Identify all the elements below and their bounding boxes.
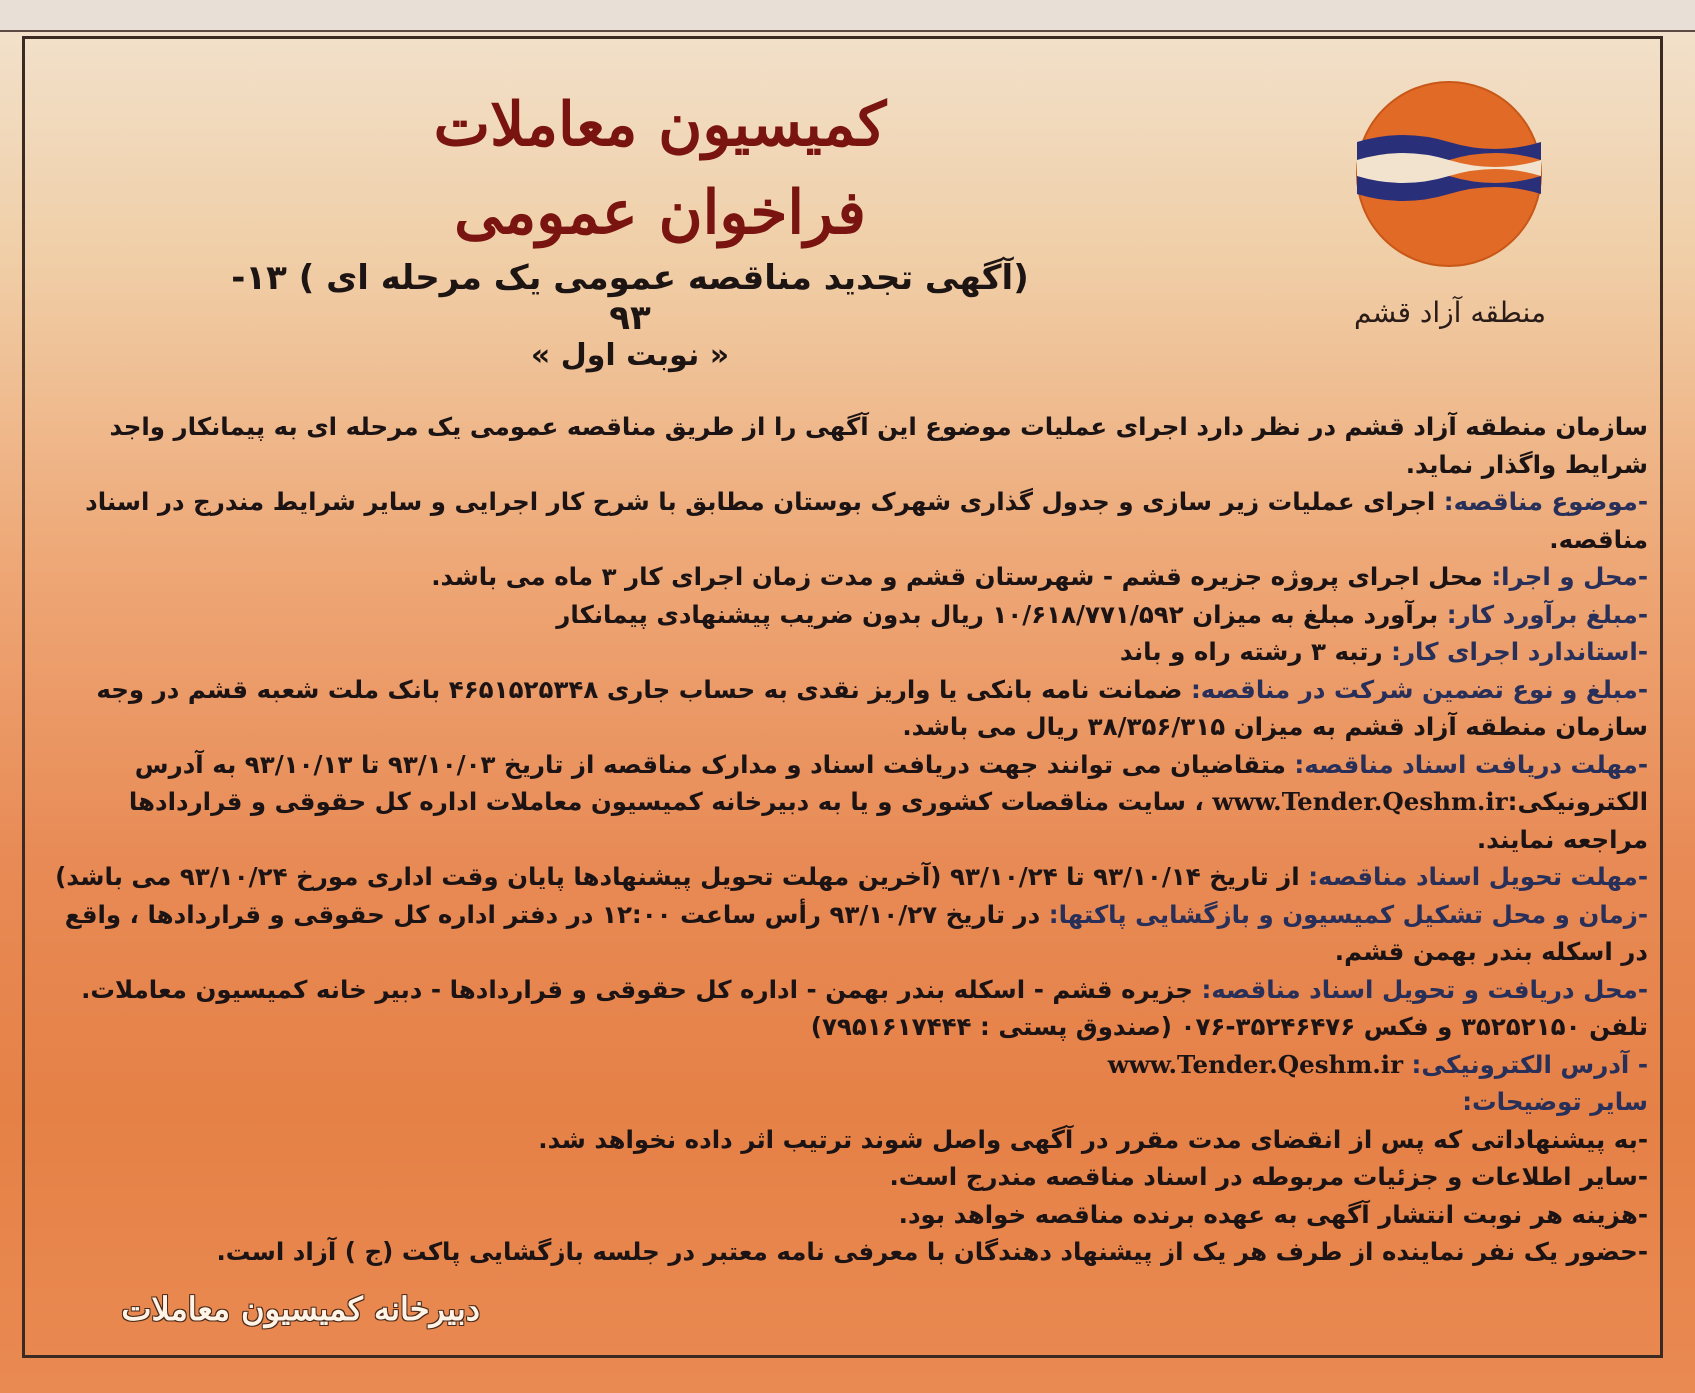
item-text-after: ، سایت مناقصات کشوری و یا به دبیرخانه کمیسیون معاملات اداره کل حقوقی و قراردادها مراجعه نمایند. xyxy=(128,787,1648,854)
round-label: « نوبت اول » xyxy=(530,338,730,373)
note-item: -به پیشنهاداتی که پس از انقضای مدت مقرر در آگهی واصل شوند ترتیب اثر داده نخواهد شد. xyxy=(538,1124,1648,1154)
item-subject xyxy=(48,483,1648,558)
top-strip xyxy=(0,0,1695,32)
signature: دبیرخانه کمیسیون معاملات xyxy=(121,1290,480,1328)
item-label: -مبلغ و نوع تضمین شرکت در مناقصه: xyxy=(1191,674,1648,704)
item-website xyxy=(48,1046,1648,1084)
item-label: -محل و اجرا: xyxy=(1491,562,1648,591)
item-estimate xyxy=(48,596,1648,634)
ad-body xyxy=(48,408,1648,1271)
title-public-call: فراخوان عمومی xyxy=(454,178,866,248)
item-address xyxy=(48,971,1648,1046)
item-standard xyxy=(48,633,1648,671)
item-text: از تاریخ ۹۳/۱۰/۱۴ تا ۹۳/۱۰/۲۴ (آخرین مهلت تحویل پیشنهادها پایان وقت اداری مورخ ۹۳/۱۰/۲۴ می باشد) xyxy=(55,862,1309,891)
tender-url-link[interactable]: www.Tender.Qeshm.ir xyxy=(1212,787,1508,816)
website-url-link[interactable]: www.Tender.Qeshm.ir xyxy=(1107,1049,1403,1079)
item-text: ضمانت نامه بانکی یا واریز نقدی به حساب جاری ۴۶۵۱۵۲۵۳۴۸ بانک ملت شعبه قشم در وجه سازمان منطقه آزاد قشم به میزان ۳۸/۳۵۶/۳۱۵ ریال می باشد. xyxy=(96,674,1648,741)
item-label: -مهلت تحویل اسناد مناقصه: xyxy=(1308,862,1648,891)
title-commission: کمیسیون معاملات xyxy=(433,90,887,160)
item-opening xyxy=(48,896,1648,971)
item-label: -مبلغ برآورد کار: xyxy=(1446,599,1648,629)
item-label: -محل دریافت و تحویل اسناد مناقصه: xyxy=(1201,974,1648,1004)
intro-paragraph: سازمان منطقه آزاد قشم در نظر دارد اجرای عملیات موضوع این آگهی را از طریق مناقصه عمومی یک مرحله ای به پیمانکار واجد شرایط واگذار نماید. xyxy=(109,412,1648,479)
item-guarantee xyxy=(48,671,1648,746)
item-delivery-deadline xyxy=(48,858,1648,896)
item-label: -موضوع مناقصه: xyxy=(1443,487,1648,516)
item-label: -زمان و محل تشکیل کمیسیون و بازگشایی پاکتها: xyxy=(1048,899,1648,929)
note-item: -حضور یک نفر نماینده از طرف هر یک از پیشنهاد دهندگان با معرفی نامه معتبر در جلسه بازگشایی پاکت (ج ) آزاد است. xyxy=(216,1237,1648,1266)
subtitle-tender: (آگهی تجدید مناقصه عمومی یک مرحله ای ) ۱۳- ۹۳ xyxy=(231,258,1029,338)
note-item: -هزینه هر نوبت انتشار آگهی به عهده برنده مناقصه خواهد بود. xyxy=(898,1199,1648,1229)
item-text: در تاریخ ۹۳/۱۰/۲۷ رأس ساعت ۱۲:۰۰ در دفتر اداره کل حقوقی و قراردادها ، واقع در اسکله بندر بهمن قشم. xyxy=(64,899,1648,966)
qeshm-logo-icon xyxy=(1355,80,1543,268)
item-text: متقاضیان می توانند جهت دریافت اسناد و مدارک مناقصه از تاریخ ۹۳/۱۰/۰۳ تا ۹۳/۱۰/۱۳ به آدرس الکترونیکی: xyxy=(134,749,1648,816)
item-text: جزیره قشم - اسکله بندر بهمن - اداره کل حقوقی و قراردادها - دبیر خانه کمیسیون معاملات. تلفن ۳۵۲۵۲۱۵۰ و فکس ۳۵۲۴۶۴۷۶-۰۷۶ (صندوق پستی : ۷۹۵۱۶۱۷۴۴۴) xyxy=(81,974,1648,1041)
item-label: - آدرس الکترونیکی: xyxy=(1411,1049,1648,1079)
item-text: محل اجرای پروژه جزیره قشم - شهرستان قشم و مدت زمان اجرای کار ۳ ماه می باشد. xyxy=(431,562,1492,591)
note-item: -سایر اطلاعات و جزئیات مربوطه در اسناد مناقصه مندرج است. xyxy=(889,1162,1648,1191)
item-text: اجرای عملیات زیر سازی و جدول گذاری شهرک بوستان مطابق با شرح کار اجرایی و سایر شرایط مندرج در اسناد مناقصه. xyxy=(85,487,1648,554)
item-label: -مهلت دریافت اسناد مناقصه: xyxy=(1294,749,1648,779)
logo-caption: منطقه آزاد قشم xyxy=(1354,296,1546,329)
item-label: -استاندارد اجرای کار: xyxy=(1391,637,1648,666)
item-text: رتبه ۳ رشته راه و باند xyxy=(1119,637,1392,666)
item-receive-deadline xyxy=(48,746,1648,859)
notes-title: سایر توضیحات: xyxy=(1462,1087,1648,1116)
item-location xyxy=(48,558,1648,596)
item-text: برآورد مبلغ به میزان ۱۰/۶۱۸/۷۷۱/۵۹۲ ریال بدون ضریب پیشنهادی پیمانکار xyxy=(556,599,1447,629)
